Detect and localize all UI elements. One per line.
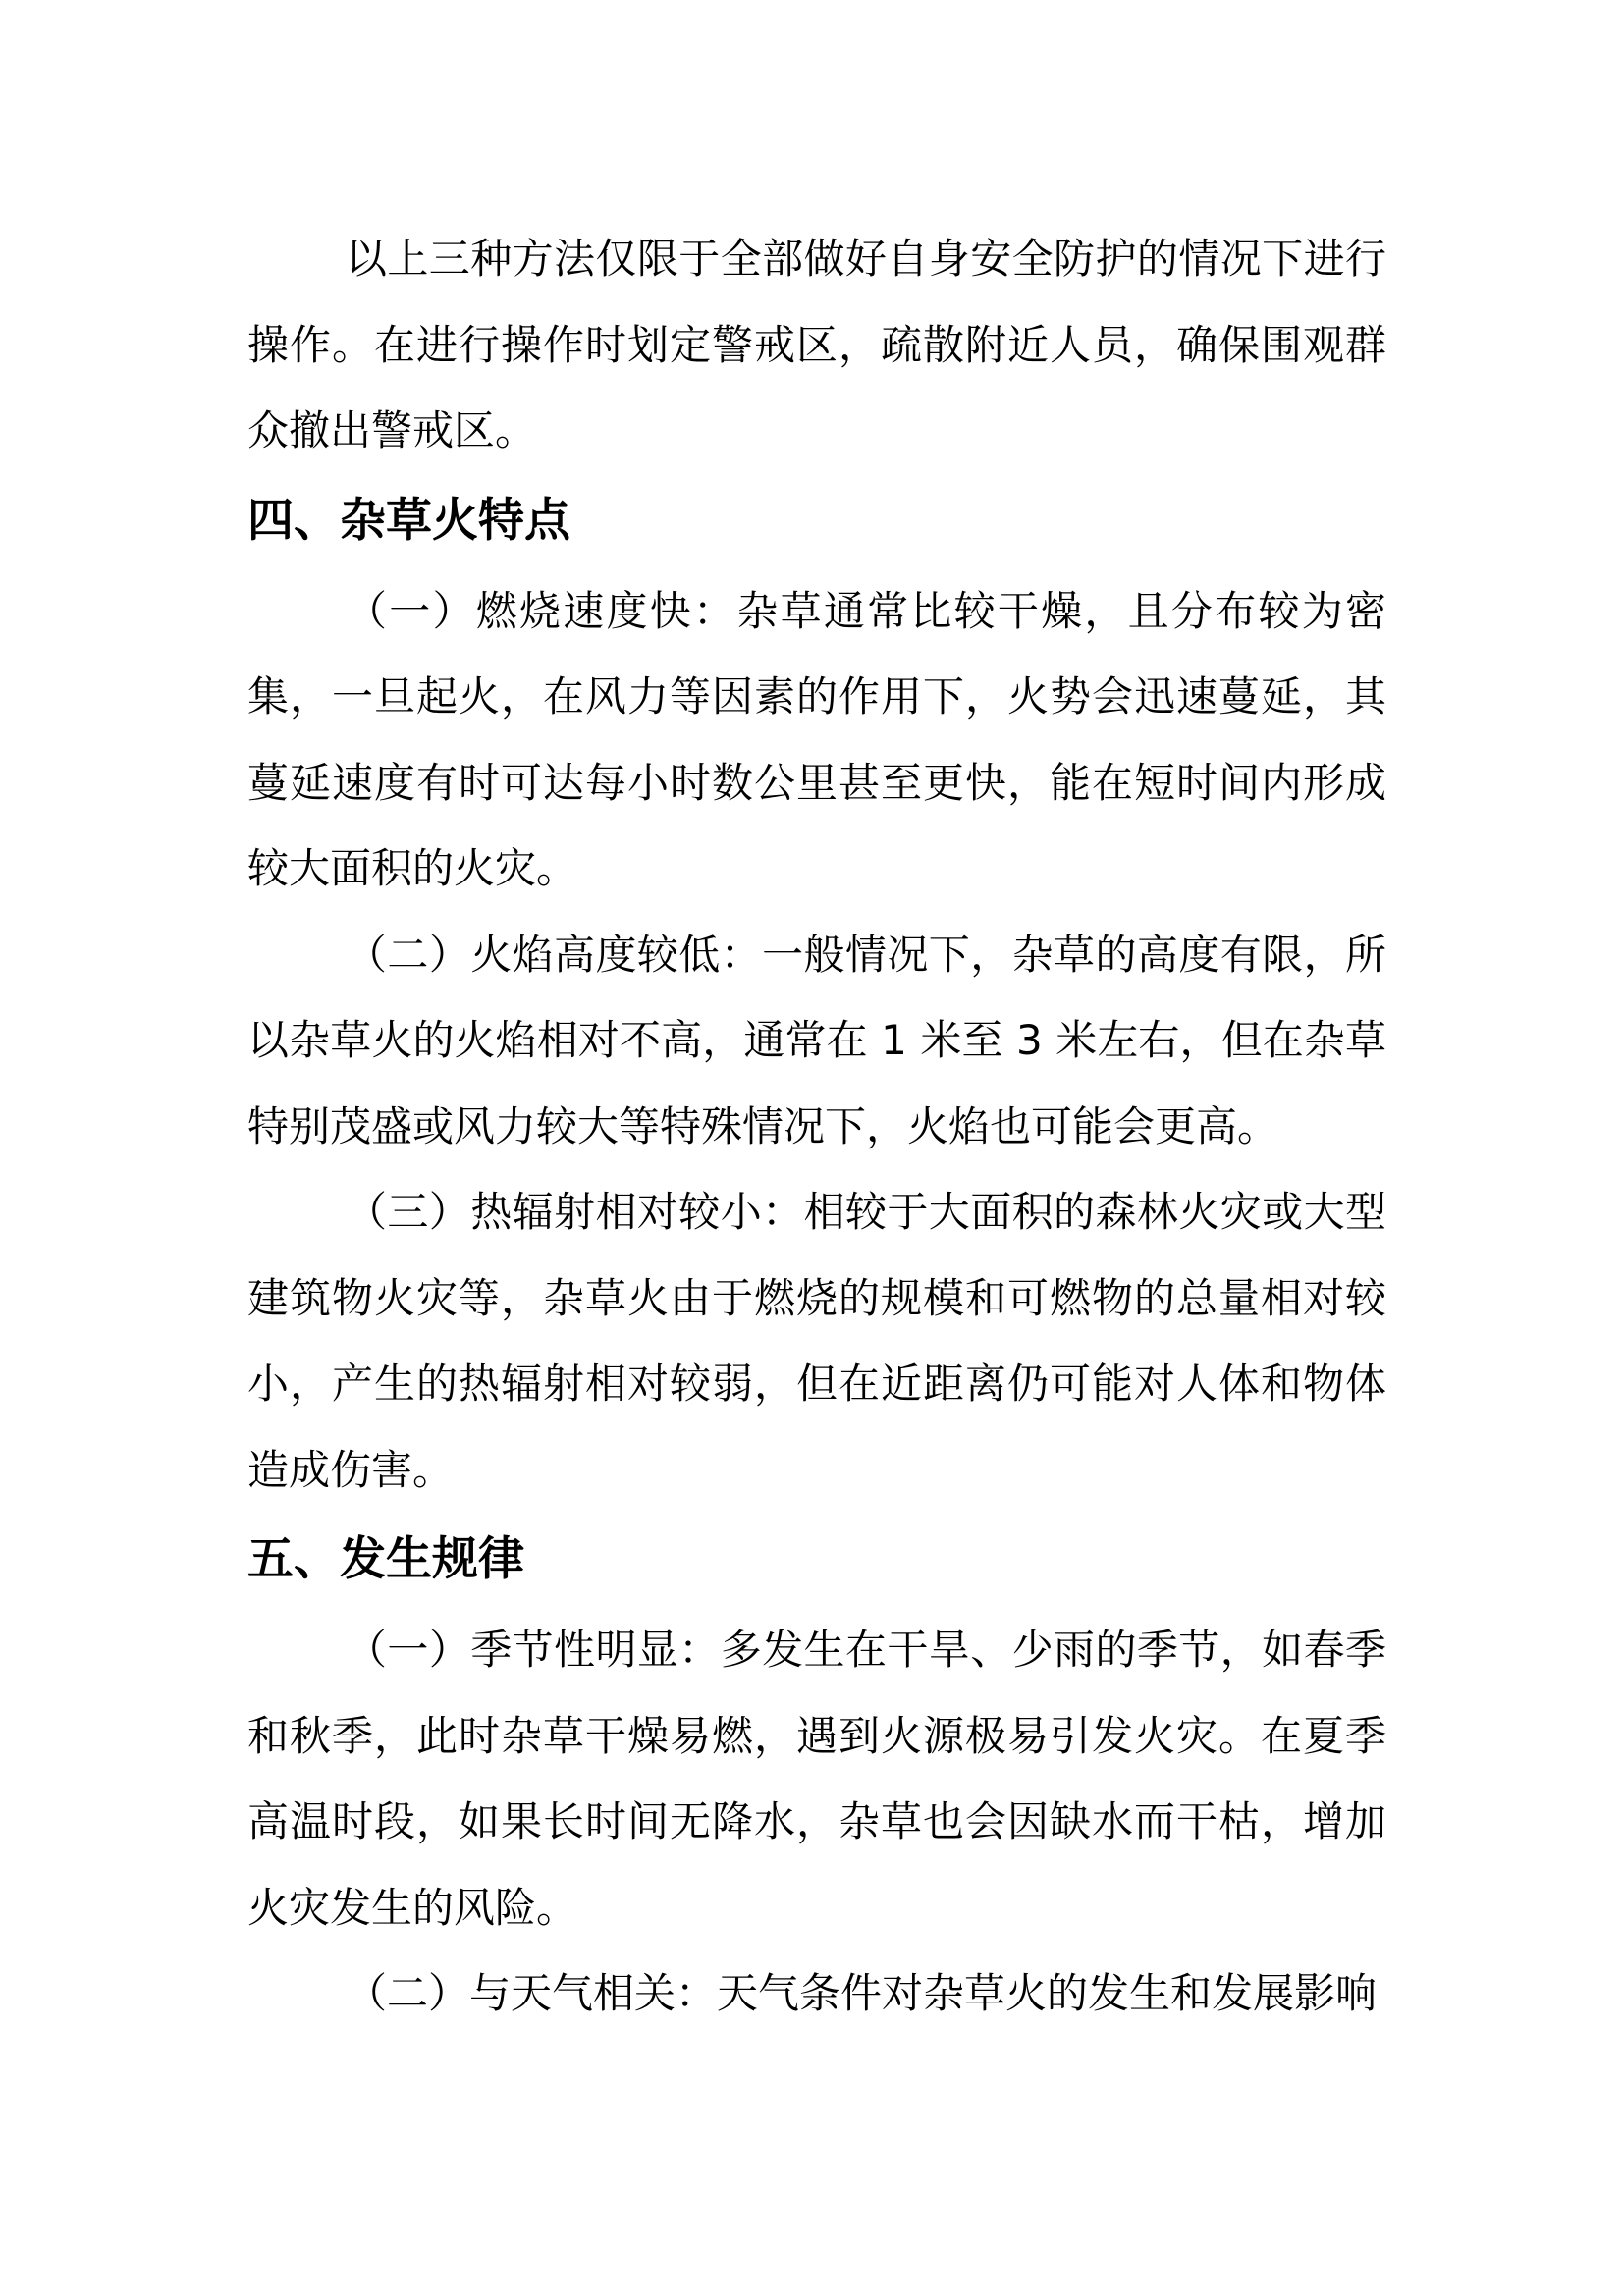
section-five-paragraph-1: （一）季节性明显：多发生在干旱、少雨的季节，如春季和秋季，此时杂草干燥易燃，遇到火源极易引发火灾。在夏季高温时段，如果长时间无降水，杂草也会因缺水而干枯，增加火灾发生的风险。 <box>247 1626 1386 1932</box>
section-four-paragraph-3: （三）热辐射相对较小：相较于大面积的森林火灾或大型建筑物火灾等，杂草火由于燃烧的规模和可燃物的总量相对较小，产生的热辐射相对较弱，但在近距离仍可能对人体和物体造成伤害。 <box>247 1188 1386 1494</box>
section-four-paragraph-2: （二）火焰高度较低：一般情况下，杂草的高度有限，所以杂草火的火焰相对不高，通常在 1 米至 3 米左右，但在杂草特别茂盛或风力较大等特殊情况下，火焰也可能会更高。 <box>247 930 1386 1150</box>
section-five-heading: 五、发生规律 <box>247 1532 524 1586</box>
section-four-paragraph-1: （一）燃烧速度快：杂草通常比较干燥，且分布较为密集，一旦起火，在风力等因素的作用下，火势会迅速蔓延，其蔓延速度有时可达每小时数公里甚至更快，能在短时间内形成较大面积的火灾。 <box>247 586 1386 892</box>
intro-paragraph: 以上三种方法仅限于全部做好自身安全防护的情况下进行操作。在进行操作时划定警戒区，疏散附近人员，确保围观群众撤出警戒区。 <box>247 235 1386 454</box>
section-five-paragraph-2: （二）与天气相关：天气条件对杂草火的发生和发展影响 <box>345 1969 1377 2017</box>
document-page <box>247 216 1386 2037</box>
section-four-heading: 四、杂草火特点 <box>247 493 570 548</box>
